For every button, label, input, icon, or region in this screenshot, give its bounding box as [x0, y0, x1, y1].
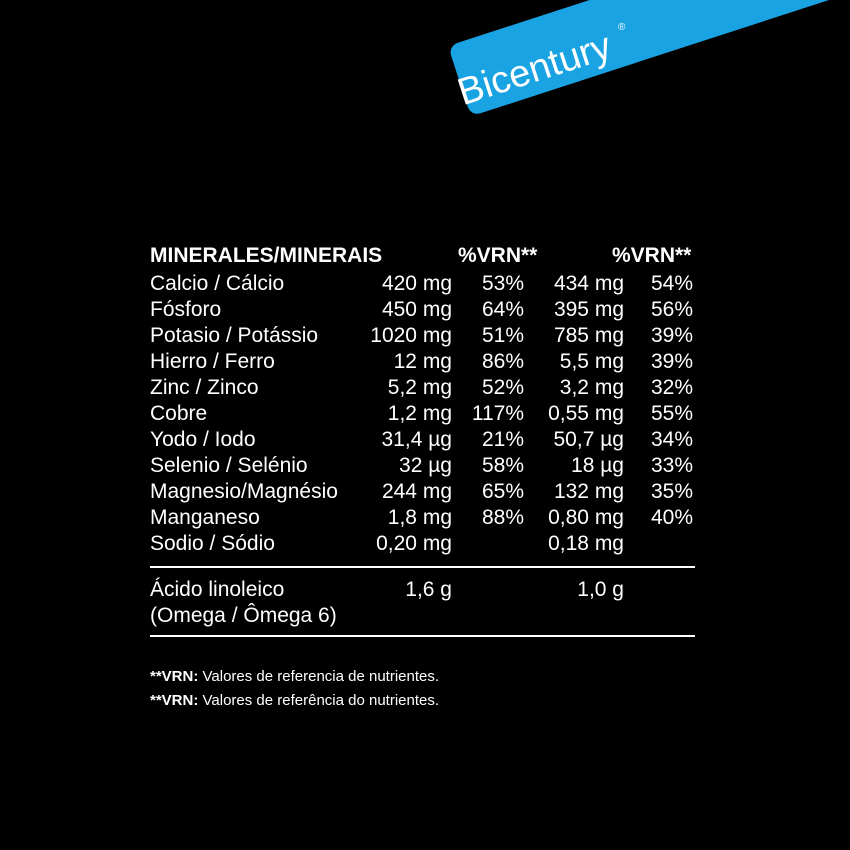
value-2: 0,18 mg — [548, 532, 624, 555]
value-1: 244 mg — [381, 480, 452, 503]
vrn-1: 86% — [481, 350, 524, 373]
value-1: 0,20 mg — [376, 532, 452, 555]
vrn-1: 52% — [481, 376, 524, 399]
mineral-name: Selenio / Selénio — [150, 454, 308, 477]
mineral-name: Cobre — [150, 402, 208, 425]
omega-name-line1: Ácido linoleico — [150, 578, 285, 601]
mineral-name: Hierro / Ferro — [150, 350, 275, 373]
footnote-text: Valores de referência do nutrientes. — [198, 692, 440, 709]
vrn-2: 40% — [650, 506, 693, 529]
table-row — [150, 402, 695, 428]
vrn-1: 51% — [481, 324, 524, 347]
vrn-2: 33% — [650, 454, 693, 477]
mineral-name: Magnesio/Magnésio — [150, 480, 338, 503]
footnote-key: **VRN: — [150, 692, 199, 709]
omega-row-2 — [150, 604, 695, 630]
header-minerals: MINERALES/MINERAIS — [150, 244, 383, 267]
value-1: 12 mg — [393, 350, 452, 373]
footnote-es — [150, 668, 439, 685]
table-row — [150, 298, 695, 324]
value-2: 50,7 µg — [553, 428, 624, 451]
value-2: 3,2 mg — [559, 376, 624, 399]
vrn-1: 65% — [481, 480, 524, 503]
omega-row — [150, 578, 695, 604]
value-1: 5,2 mg — [387, 376, 452, 399]
vrn-1: 58% — [481, 454, 524, 477]
table-row — [150, 376, 695, 402]
value-2: 132 mg — [553, 480, 624, 503]
vrn-2: 54% — [650, 272, 693, 295]
brand-ribbon — [0, 0, 850, 140]
value-1: 420 mg — [381, 272, 452, 295]
table-row — [150, 454, 695, 480]
mineral-name: Manganeso — [150, 506, 260, 529]
footnote-pt — [150, 692, 439, 709]
mineral-name: Sodio / Sódio — [150, 532, 275, 555]
vrn-2: 39% — [650, 350, 693, 373]
mineral-name: Potasio / Potássio — [150, 324, 319, 347]
vrn-2: 55% — [650, 402, 693, 425]
header-vrn-2: %VRN** — [612, 244, 692, 267]
mineral-name: Calcio / Cálcio — [150, 272, 285, 295]
value-2: 0,80 mg — [548, 506, 624, 529]
mineral-name: Yodo / Iodo — [150, 428, 256, 451]
vrn-2: 39% — [650, 324, 693, 347]
vrn-1: 53% — [481, 272, 524, 295]
brand-logo: Bicentury — [452, 25, 617, 115]
value-2: 18 µg — [571, 454, 624, 477]
value-1: 1020 mg — [370, 324, 452, 347]
value-2: 434 mg — [553, 272, 624, 295]
mineral-name: Fósforo — [150, 298, 222, 321]
table-row — [150, 272, 695, 298]
value-1: 1,8 mg — [387, 506, 452, 529]
vrn-2: 34% — [650, 428, 693, 451]
footnote-text: Valores de referencia de nutrientes. — [198, 668, 440, 685]
value-1: 32 µg — [399, 454, 452, 477]
value-2: 395 mg — [553, 298, 624, 321]
omega-value-2: 1,0 g — [577, 578, 624, 601]
table-row — [150, 480, 695, 506]
value-1: 450 mg — [381, 298, 452, 321]
footnote-key: **VRN: — [150, 668, 199, 685]
table-row — [150, 532, 695, 558]
table-row — [150, 428, 695, 454]
vrn-1: 64% — [481, 298, 524, 321]
value-1: 31,4 µg — [381, 428, 452, 451]
vrn-1: 117% — [471, 402, 524, 425]
value-2: 5,5 mg — [559, 350, 624, 373]
omega-name-line2: (Omega / Ômega 6) — [150, 604, 337, 627]
vrn-1: 88% — [481, 506, 524, 529]
mineral-name: Zinc / Zinco — [150, 376, 259, 399]
value-2: 0,55 mg — [548, 402, 624, 425]
table-row — [150, 506, 695, 532]
vrn-2: 56% — [650, 298, 693, 321]
table-row — [150, 324, 695, 350]
omega-value-1: 1,6 g — [405, 578, 452, 601]
vrn-1: 21% — [481, 428, 524, 451]
header-vrn-1: %VRN** — [458, 244, 538, 267]
registered-mark: ® — [618, 22, 626, 33]
table-row — [150, 350, 695, 376]
value-1: 1,2 mg — [387, 402, 452, 425]
divider — [150, 566, 695, 568]
divider — [150, 635, 695, 637]
vrn-2: 35% — [650, 480, 693, 503]
value-2: 785 mg — [553, 324, 624, 347]
vrn-2: 32% — [650, 376, 693, 399]
